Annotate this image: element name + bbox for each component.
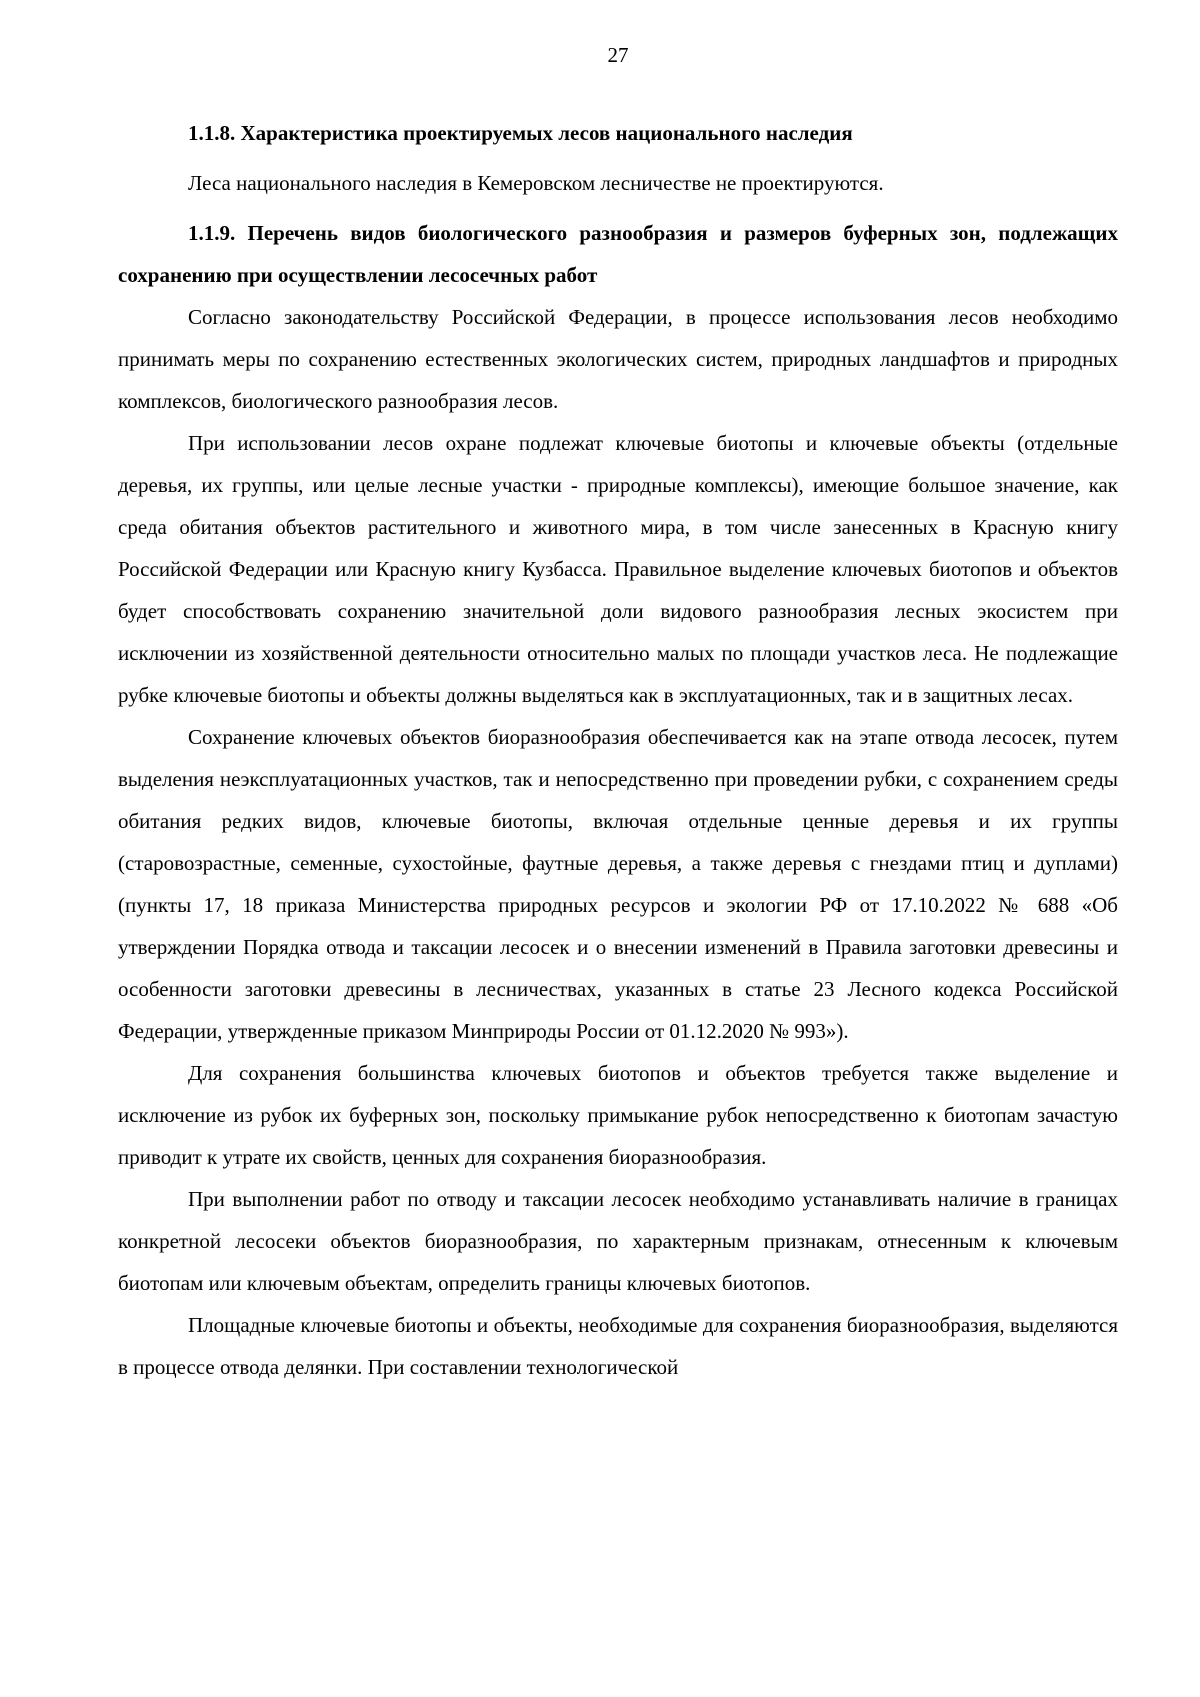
paragraph-allotment-works: При выполнении работ по отводу и таксации лесосек необходимо устанавливать наличие в границах конкретной лесосеки объектов биоразнообразия, по характерным признакам, отнесенным к ключевым биотопам или ключевым объектам, определить границы ключевых биотопов. [118, 1187, 1118, 1295]
section-heading-1-1-8: 1.1.8. Характеристика проектируемых лесов национального наследия [188, 121, 853, 145]
page-number: 27 [607, 43, 629, 67]
document-body [118, 112, 1118, 1388]
paragraph-biodiversity-preservation: Сохранение ключевых объектов биоразнообразия обеспечивается как на этапе отвода лесосек, путем выделения неэксплуатационных участков, так и непосредственно при проведении рубки, с сохранением среды обитания редких видов, ключевые биотопы, включая отдельные ценные деревья и их группы (старовозрастные, семенные, сухостойные, фаутные деревья, а также деревья с гнездами птиц и дуплами) (пункты 17, 18 приказа Министерства природных ресурсов и экологии РФ от 17.10.2022 № 688 «Об утверждении Порядка отвода и таксации лесосек и о внесении изменений в Правила заготовки древесины и особенности заготовки древесины в лесничествах, указанных в статье 23 Лесного кодекса Российской Федерации, утвержденные приказом Минприроды России от 01.12.2020 № 993»). [118, 725, 1118, 1043]
section-heading-1-1-9: 1.1.9. Перечень видов биологического разнообразия и размеров буферных зон, подлежащих сохранению при осуществлении лесосечных работ [118, 221, 1118, 287]
paragraph-area-biotopes: Площадные ключевые биотопы и объекты, необходимые для сохранения биоразнообразия, выделяются в процессе отвода делянки. При составлении технологической [118, 1313, 1118, 1379]
paragraph-no-heritage-forests: Леса национального наследия в Кемеровском лесничестве не проектируются. [188, 171, 884, 195]
paragraph-legislation: Согласно законодательству Российской Федерации, в процессе использования лесов необходимо принимать меры по сохранению естественных экологических систем, природных ландшафтов и природных комплексов, биологического разнообразия лесов. [118, 305, 1118, 413]
paragraph-key-biotopes: При использовании лесов охране подлежат ключевые биотопы и ключевые объекты (отдельные деревья, их группы, или целые лесные участки - природные комплексы), имеющие большое значение, как среда обитания объектов растительного и животного мира, в том числе занесенных в Красную книгу Российской Федерации или Красную книгу Кузбасса. Правильное выделение ключевых биотопов и объектов будет способствовать сохранению значительной доли видового разнообразия лесных экосистем при исключении из хозяйственной деятельности относительно малых по площади участков леса. Не подлежащие рубке ключевые биотопы и объекты должны выделяться как в эксплуатационных, так и в защитных лесах. [118, 431, 1118, 707]
paragraph-buffer-zones: Для сохранения большинства ключевых биотопов и объектов требуется также выделение и исключение из рубок их буферных зон, поскольку примыкание рубок непосредственно к биотопам зачастую приводит к утрате их свойств, ценных для сохранения биоразнообразия. [118, 1061, 1118, 1169]
